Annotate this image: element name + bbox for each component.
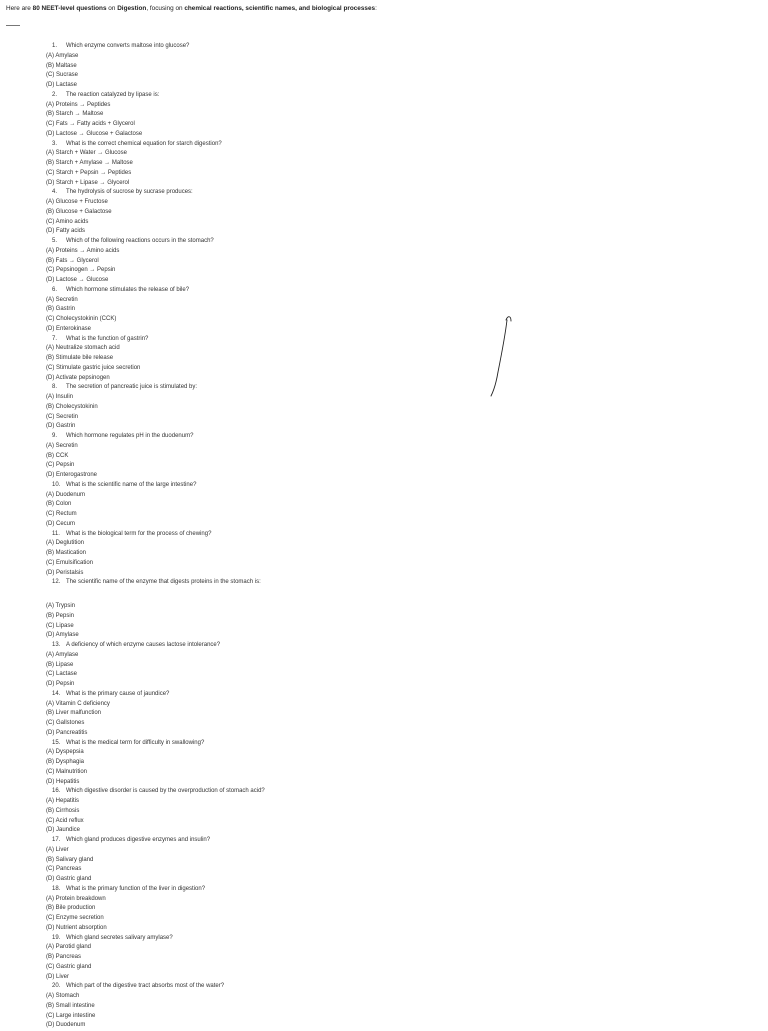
answer-option: (B) Small intestine [46,1002,95,1009]
answer-option: (D) Pancreatitis [46,729,88,736]
question-number: 7. [52,335,58,342]
question-text: Which gland secretes salivary amylase? [66,934,173,941]
question-number: 2. [52,91,58,98]
question-text: What is the biological term for the process of chewing? [66,530,212,537]
intro-topic: Digestion [117,5,147,12]
question-1 [46,42,526,52]
question-number: 11. [52,530,60,537]
question-number: 15. [52,739,61,746]
answer-option: (D) Lactase [46,82,78,88]
answer-option: (D) Gastrin [46,423,76,430]
question-text: Which part of the digestive tract absorbs most of the water? [66,983,225,990]
question-text: Which hormone regulates pH in the duodenum? [66,433,194,439]
answer-option: (B) Starch → Maltose [46,111,104,118]
answer-option: (C) Pancreas [46,866,82,873]
answer-option: (D) Lactose → Glucose + Galactose [46,130,143,137]
answer-option: (A) Amylase [46,52,79,59]
answer-option: (D) Duodenum [46,1022,86,1029]
answer-option: (C) Starch + Pepsin → Peptides [46,169,132,176]
answer-option: (C) Gallstones [46,720,85,726]
answer-option: (B) Pepsin [46,612,75,619]
question-6 [46,286,526,296]
question-text: Which hormone stimulates the release of bile? [66,286,190,293]
question-11 [46,530,526,540]
answer-option: (D) Gastric gland [46,876,92,882]
question-number: 19. [52,934,61,941]
intro-mid1: on [106,5,118,12]
question-text: What is the primary cause of jaundice? [66,690,170,697]
answer-option: (B) Gastrin [46,306,76,313]
question-number: 10. [52,481,61,488]
answer-option: (D) Jaundice [46,827,81,834]
answer-option: (B) Stimulate bile release [46,355,114,361]
answer-option: (C) Stimulate gastric juice secretion [46,364,141,371]
question-17 [46,836,526,846]
answer-option: (B) Maltase [46,62,77,69]
question-number: 4. [52,189,58,196]
question-5 [46,237,526,247]
answer-option: (B) CCK [46,452,69,459]
answer-option: (A) Hepatitis [46,798,80,804]
intro-line [6,4,377,13]
question-20 [46,982,526,992]
question-text: The reaction catalyzed by lipase is: [66,91,160,98]
answer-option: (C) Sucrase [46,72,79,79]
answer-option: (C) Secretin [46,413,79,420]
question-number: 18. [52,885,61,892]
answer-option: (A) Starch + Water → Glucose [46,150,127,157]
question-number: 17. [52,837,61,843]
answer-option: (D) Lactose → Glucose [46,277,109,283]
answer-option: (B) Starch + Amylase → Maltose [46,160,133,166]
answer-option: (C) Emulsification [46,559,94,566]
answer-option: (D) Peristalsis [46,569,84,576]
answer-option: (B) Fats → Glycerol [46,257,99,264]
answer-option: (B) Salivary gland [46,856,94,863]
intro-focus: chemical reactions, scientific names, and biological processes [184,5,376,12]
question-16 [46,787,526,797]
question-number: 16. [52,788,61,795]
question-7 [46,335,526,345]
question-text: What is the correct chemical equation for starch digestion? [66,140,222,147]
answer-option: (B) Colon [46,501,72,508]
horizontal-rule [6,25,20,26]
answer-option: (B) Dysphagia [46,759,85,765]
answer-option: (A) Neutralize stomach acid [46,345,120,352]
answer-option: (C) Fats → Fatty acids + Glycerol [46,121,135,127]
intro-suffix: : [375,5,377,12]
answer-option: (B) Pancreas [46,954,82,960]
intro-prefix: Here are [6,5,33,12]
answer-option: (A) Amylase [46,651,79,658]
question-14 [46,690,526,700]
question-text: The scientific name of the enzyme that digests proteins in the stomach is: [66,579,261,586]
answer-option: (C) Large intestine [46,1012,96,1019]
answer-option: (D) Hepatitis [46,778,80,785]
question-list [46,42,526,1031]
question-text: Which digestive disorder is caused by the overproduction of stomach acid? [66,788,265,795]
intro-mid2: , focusing on [146,5,185,12]
answer-option: (A) Deglutition [46,540,85,547]
answer-option: (C) Lactase [46,671,78,678]
question-text: Which gland produces digestive enzymes and insulin? [66,837,211,843]
answer-option: (D) Activate pepsinogen [46,374,110,381]
answer-option: (B) Mastication [46,550,87,556]
pen-scribble-mark [480,312,520,402]
answer-option: (B) Bile production [46,905,96,912]
answer-option: (D) Fatty acids [46,228,86,235]
answer-option: (A) Stomach [46,993,80,999]
question-9 [46,432,526,442]
answer-option: (C) Cholecystokinin (CCK) [46,316,117,322]
spacer [46,588,526,602]
question-text: What is the function of gastrin? [66,335,149,342]
answer-option: (A) Protein breakdown [46,895,106,902]
question-18 [46,885,526,895]
question-text: Which enzyme converts maltose into glucose? [66,43,190,49]
question-text: What is the scientific name of the large intestine? [66,481,197,488]
answer-option: (B) Glucose + Galactose [46,208,112,215]
question-text: What is the primary function of the liver in digestion? [66,885,206,892]
answer-option: (B) Lipase [46,661,74,668]
question-10 [46,481,526,491]
question-text: Which of the following reactions occurs in the stomach? [66,238,214,244]
question-3 [46,140,526,150]
question-number: 14. [52,690,61,697]
answer-option: (A) Liver [46,846,69,853]
question-number: 9. [52,433,58,439]
answer-option: (D) Amylase [46,632,79,639]
question-text: What is the medical term for difficulty in swallowing? [66,739,205,746]
answer-option: (C) Rectum [46,511,77,517]
question-19 [46,934,526,944]
answer-option: (A) Trypsin [46,603,76,609]
intro-count: 80 NEET-level questions [32,5,107,12]
question-13 [46,641,526,651]
answer-option: (C) Pepsinogen → Pepsin [46,267,116,274]
answer-option: (C) Gastric gland [46,963,92,970]
answer-option: (B) Liver malfunction [46,710,102,717]
answer-option: (D) Enterogastrone [46,472,98,478]
answer-option: (B) Cholecystokinin [46,403,98,410]
answer-option: (D) Enterokinase [46,325,92,332]
answer-option: (B) Cirrhosis [46,807,80,814]
question-number: 12. [52,579,61,586]
question-12 [46,578,526,588]
question-4 [46,188,526,198]
answer-option: (C) Pepsin [46,462,75,469]
question-number: 5. [52,238,58,244]
answer-option: (A) Secretin [46,442,78,449]
question-number: 13. [52,642,61,648]
answer-option: (D) Cecum [46,520,76,527]
answer-option: (A) Proteins → Amino acids [46,247,120,254]
answer-option: (A) Dyspepsia [46,749,84,756]
question-text: The hydrolysis of sucrose by sucrase produces: [66,189,193,196]
answer-option: (D) Liver [46,973,70,980]
answer-option: (C) Acid reflux [46,817,84,824]
answer-option: (A) Proteins → Peptides [46,101,111,108]
answer-option: (A) Secretin [46,296,78,303]
answer-option: (A) Glucose + Fructose [46,199,108,205]
question-number: 1. [52,43,58,49]
question-number: 3. [52,140,58,147]
answer-option: (D) Pepsin [46,681,75,687]
question-number: 6. [52,286,58,293]
answer-option: (A) Insulin [46,394,74,400]
answer-option: (C) Malnutrition [46,768,88,775]
answer-option: (C) Enzyme secretion [46,915,104,921]
question-text: The secretion of pancreatic juice is stimulated by: [66,384,198,391]
answer-option: (A) Vitamin C deficiency [46,700,110,707]
answer-option: (A) Duodenum [46,491,86,498]
answer-option: (C) Lipase [46,622,74,629]
question-number: 8. [52,384,58,391]
question-15 [46,739,526,749]
question-2 [46,91,526,101]
question-number: 20. [52,983,61,990]
question-text: A deficiency of which enzyme causes lactose intolerance? [66,642,221,648]
question-8 [46,383,526,393]
answer-option: (A) Parotid gland [46,944,92,951]
answer-option: (D) Starch + Lipase → Glycerol [46,179,130,186]
answer-option: (D) Nutrient absorption [46,924,107,931]
answer-option: (C) Amino acids [46,218,89,225]
